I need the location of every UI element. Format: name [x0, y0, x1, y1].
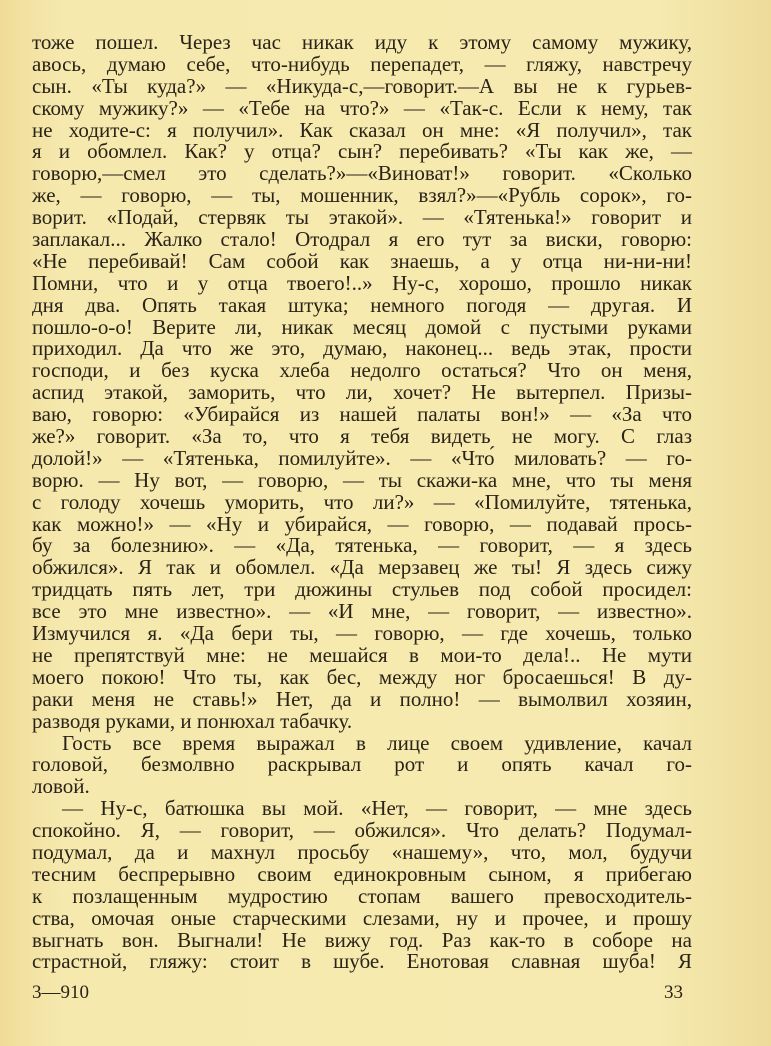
text-line: тесним беспрерывно своим единокровным сыном, я прибегаю	[32, 861, 692, 886]
text-line: как можно!» — «Ну и убирайся, — говорю, — подавай прось-	[32, 511, 692, 536]
text-line: господи, и без куска хлеба недолго остаться? Что он меня,	[32, 358, 692, 383]
printer-signature: 3—910	[32, 982, 89, 1003]
text-line: ворит. «Подай, стервяк ты этакой». — «Тятенька!» говорит и	[32, 205, 692, 230]
text-line: головой, безмолвно раскрывал рот и опять качал го-	[32, 752, 692, 777]
text-line: ворю. — Ну вот, — говорю, — ты скажи-ка мне, что ты меня	[32, 467, 692, 492]
text-line: же?» говорит. «За то, что я тебя видеть не могу. С глаз	[32, 424, 692, 449]
text-line: тоже пошел. Через час никак иду к этому самому мужику,	[32, 30, 692, 54]
text-line: долой!» — «Тятенька, помилуйте». — «Что́ миловать? — го-	[32, 445, 692, 470]
text-line: спокойно. Я, — говорит, — обжился». Что делать? Подумал-	[32, 818, 692, 843]
text-line: Измучился я. «Да бери ты, — говорю, — где хочешь, только	[32, 621, 692, 646]
text-line: подумал, да и махнул просьбу «нашему», что, мол, будучи	[32, 839, 692, 864]
text-line: я и обомлел. Как? у отца? сын? перебивать? «Ты как же, —	[32, 139, 692, 164]
text-line: страстной, гляжу: стоит в шубе. Енотовая славная шуба! Я	[32, 949, 692, 974]
text-line: Гость все время выражал в лице своем удивление, качал	[62, 730, 692, 755]
text-line: выгнать вон. Выгнали! Не вижу год. Раз как-то в соборе на	[32, 927, 692, 952]
text-line: с голоду хочешь уморить, что ли?» — «Помилуйте, тятенька,	[32, 489, 692, 514]
text-line: ваю, говорю: «Убирайся из нашей палаты вон!» — «За что	[32, 402, 692, 427]
text-line: аспид этакой, заморить, что ли, хочет? Не вытерпел. Призы-	[32, 380, 692, 405]
text-line: говорю,—смел это сделать?»—«Виноват!» говорит. «Сколько	[32, 161, 692, 186]
text-line: ловой.	[32, 774, 90, 799]
text-line: дня два. Опять такая штука; немного погодя — другая. И	[32, 292, 692, 317]
text-line: не ходите-с: я получил». Как сказал он мне: «Я получил», так	[32, 117, 692, 142]
text-line: пошло-о-о! Верите ли, никак месяц домой с пустыми руками	[32, 314, 692, 339]
text-line: бу за болезнию». — «Да, тятенька, — говорит, — я здесь	[32, 533, 692, 558]
text-line: же, — говорю, — ты, мошенник, взял?»—«Рубль сорок», го-	[32, 183, 692, 208]
text-line: приходил. Да что же это, думаю, наконец... ведь этак, прости	[32, 336, 692, 361]
text-line: раки меня не ставь!» Нет, да и полно! — вымолвил хозяин,	[32, 686, 692, 711]
body-text	[32, 32, 692, 973]
text-line: — Ну-с, батюшка вы мой. «Нет, — говорит, — мне здесь	[62, 796, 692, 821]
text-line: Помни, что и у отца твоего!..» Ну-с, хорошо, прошло никак	[32, 270, 692, 295]
text-line: моего покою! Что ты, как бес, между ног бросаешься! В ду-	[32, 664, 692, 689]
text-line: сын. «Ты куда?» — «Никуда-с,—говорит.—А вы не к гурьев-	[32, 73, 692, 98]
text-line: обжился». Я так и обомлел. «Да мерзавец же ты! Я здесь сижу	[32, 555, 692, 580]
text-line: к позлащенным мудростию стопам вашего превосходитель-	[32, 883, 692, 908]
text-line: все это мне известно». — «И мне, — говорит, — известно».	[32, 599, 692, 624]
text-line: ства, омочая оные старческими слезами, ну и прочее, и прошу	[32, 905, 692, 930]
page-number: 33	[664, 982, 683, 1003]
text-line: заплакал... Жалко стало! Отодрал я его тут за виски, говорю:	[32, 227, 692, 252]
text-line: скому мужику?» — «Тебе на что?» — «Так-с. Если к нему, так	[32, 95, 692, 120]
text-line: разводя руками, и понюхал табачку.	[32, 708, 353, 733]
text-line: не препятствуй мне: не мешайся в мои-то дела!.. Не мути	[32, 642, 692, 667]
text-line: авось, думаю себе, что-нибудь перепадет, — гляжу, навстречу	[32, 51, 692, 76]
text-line: «Не перебивай! Сам собой как знаешь, а у отца ни-ни-ни!	[32, 248, 692, 273]
text-line: тридцать пять лет, три дюжины стульев под собой просидел:	[32, 577, 692, 602]
